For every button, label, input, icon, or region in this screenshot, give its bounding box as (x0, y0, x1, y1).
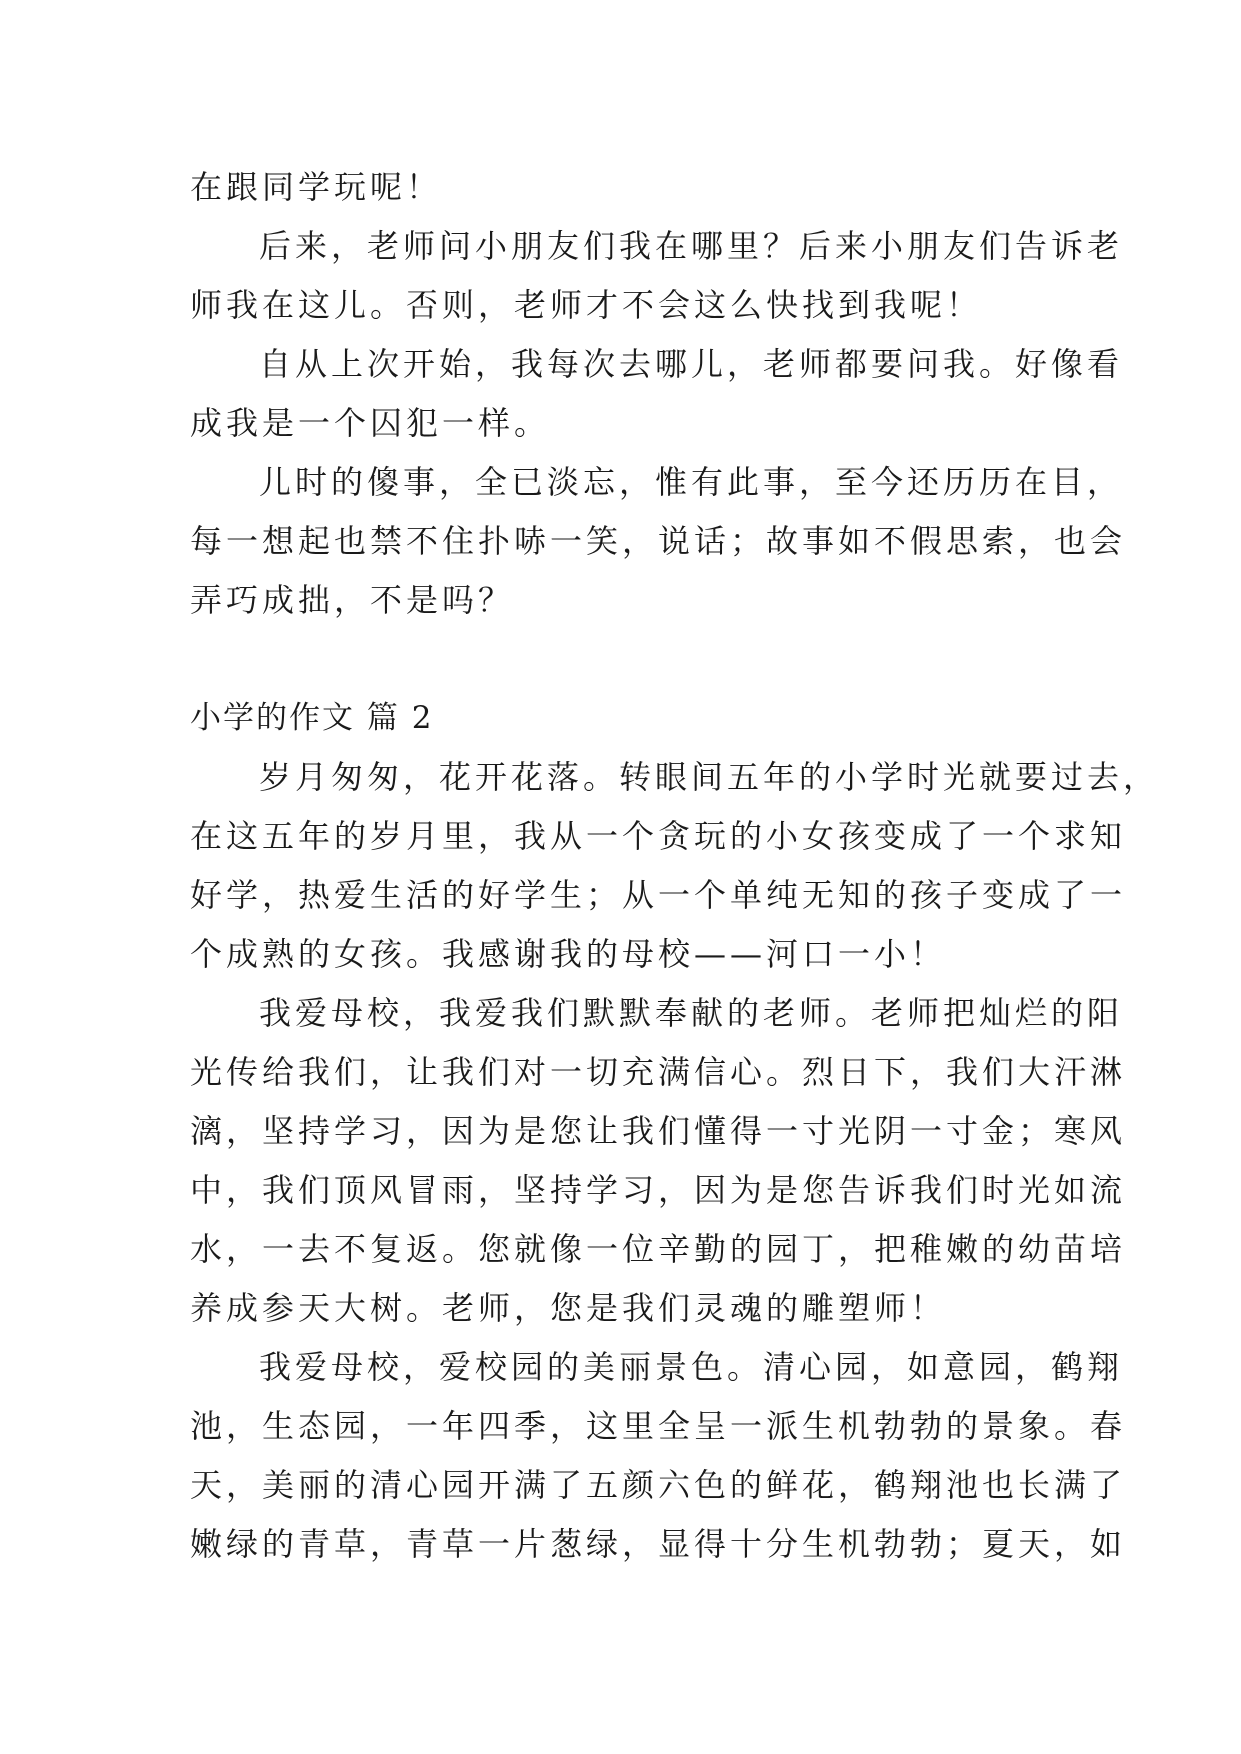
paragraph-line: 光传给我们，让我们对一切充满信心。烈日下，我们大汗淋 (190, 1053, 1127, 1091)
section-spacer (190, 630, 1050, 689)
paragraph-line: 养成参天大树。老师，您是我们灵魂的雕塑师！ (190, 1289, 947, 1327)
paragraph-line: 后来，老师问小朋友们我在哪里？后来小朋友们告诉老 (259, 227, 1124, 265)
paragraph-line: 嫩绿的青草，青草一片葱绿，显得十分生机勃勃；夏天，如 (190, 1525, 1127, 1563)
paragraph-line: 师我在这儿。否则，老师才不会这么快找到我呢！ (190, 286, 983, 324)
paragraph-line: 在跟同学玩呢！ (190, 168, 443, 206)
paragraph-line: 天，美丽的清心园开满了五颜六色的鲜花，鹤翔池也长满了 (190, 1466, 1127, 1504)
essay-body (190, 158, 1160, 1574)
paragraph-line: 水，一去不复返。您就像一位辛勤的园丁，把稚嫩的幼苗培 (190, 1230, 1127, 1268)
paragraph-line: 池，生态园，一年四季，这里全呈一派生机勃勃的景象。春 (190, 1407, 1127, 1445)
paragraph-line: 漓，坚持学习，因为是您让我们懂得一寸光阴一寸金；寒风 (190, 1112, 1127, 1150)
paragraph-line: 好学，热爱生活的好学生；从一个单纯无知的孩子变成了一 (190, 876, 1127, 914)
paragraph-line: 儿时的傻事，全已淡忘，惟有此事，至今还历历在目， (259, 463, 1124, 501)
paragraph-line: 在这五年的岁月里，我从一个贪玩的小女孩变成了一个求知 (190, 817, 1127, 855)
paragraph-line: 自从上次开始，我每次去哪儿，老师都要问我。好像看 (259, 345, 1124, 383)
paragraph-line: 每一想起也禁不住扑哧一笑，说话；故事如不假思索，也会 (190, 522, 1127, 560)
paragraph-line: 我爱母校，爱校园的美丽景色。清心园，如意园，鹤翔 (259, 1348, 1124, 1386)
paragraph-line: 我爱母校，我爱我们默默奉献的老师。老师把灿烂的阳 (259, 994, 1124, 1032)
paragraph-line: 岁月匆匆，花开花落。转眼间五年的小学时光就要过去， (259, 758, 1160, 796)
paragraph-line: 个成熟的女孩。我感谢我的母校——河口一小！ (190, 935, 947, 973)
section-heading: 小学的作文 篇 2 (190, 700, 434, 736)
paragraph-line: 成我是一个囚犯一样。 (190, 404, 551, 442)
paragraph-line: 弄巧成拙，不是吗？ (190, 581, 515, 619)
paragraph-line: 中，我们顶风冒雨，坚持学习，因为是您告诉我们时光如流 (190, 1171, 1127, 1209)
